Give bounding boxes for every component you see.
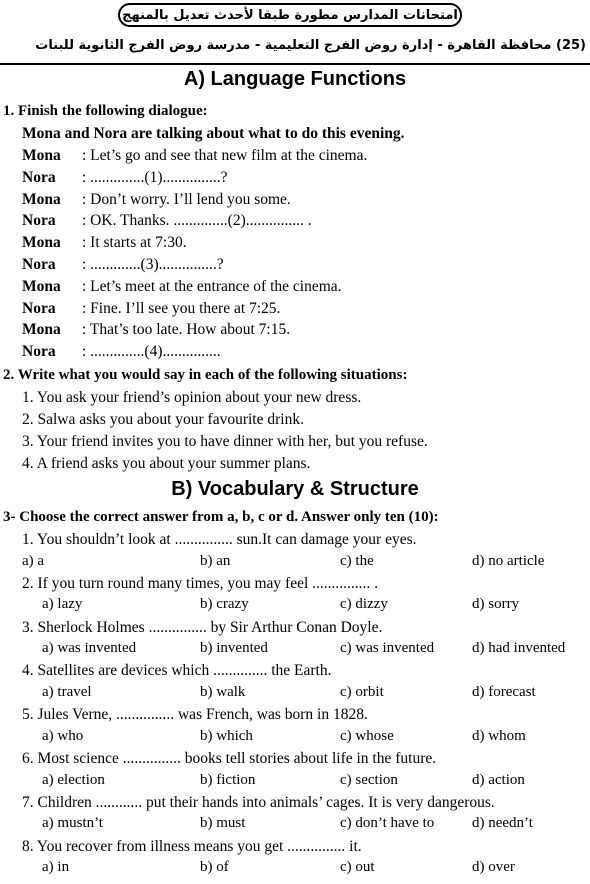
mcq-option-d[interactable]: d) over [472,859,515,876]
mcq-option-d[interactable]: d) needn’t [472,815,533,832]
mcq-question: 3. Sherlock Holmes ............... by Sir Arthur Conan Doyle. [22,618,383,636]
mcq-option-d[interactable]: d) had invented [472,640,566,657]
section-a-title: A) Language Functions [183,68,407,90]
mcq-option-a[interactable]: a) lazy [42,596,83,613]
mcq-option-b[interactable]: b) walk [200,683,246,700]
mcq-question: 4. Satellites are devices which .............. the Earth. [22,662,332,680]
dialogue-line: : .............(3)...............? [82,256,224,273]
mcq-option-a[interactable]: a) travel [42,683,92,700]
dialogue-speaker: Nora [22,168,56,186]
mcq-option-b[interactable]: b) of [200,859,229,876]
dialogue-speaker: Mona [22,321,61,339]
mcq-question: 1. You shouldn’t look at ............... sun.It can damage your eyes. [22,531,417,548]
dialogue-intro: Mona and Nora are talking about what to do this evening. [22,125,405,142]
dialogue-speaker: Mona [22,190,61,208]
mcq-option-b[interactable]: b) must [200,815,246,832]
mcq-option-a[interactable]: a) was invented [42,640,137,657]
mcq-option-c[interactable]: c) dizzy [340,596,388,613]
mcq-option-a[interactable]: a) election [42,771,105,788]
mcq-option-b[interactable]: b) crazy [200,596,249,613]
exam-banner: امتحانات المدارس مطورة طبقا لأحدث تعديل بالمنهج [118,3,462,27]
mcq-question: 2. If you turn round many times, you may feel ............... . [22,574,379,592]
mcq-question: 7. Children ............ put their hands into animals’ cages. It is very dangerous. [22,793,495,811]
mcq-option-a[interactable]: a) who [42,727,84,744]
mcq-option-b[interactable]: b) fiction [200,771,256,788]
situation-item: 4. A friend asks you about your summer plans. [22,455,311,472]
mcq-option-a[interactable]: a) a [22,552,45,569]
dialogue-speaker: Nora [22,299,56,317]
dialogue-speaker: Nora [22,343,56,361]
dialogue-line: : Let’s go and see that new film at the cinema. [82,147,368,164]
q1-heading: 1. Finish the following dialogue: [3,103,208,119]
situation-item: 3. Your friend invites you to have dinner with her, but you refuse. [22,433,428,450]
dialogue-line: : Fine. I’ll see you there at 7:25. [82,299,281,317]
mcq-option-c[interactable]: c) out [340,859,375,876]
mcq-option-b[interactable]: b) which [200,727,253,744]
dialogue-speaker: Mona [22,147,61,164]
dialogue-line: : Don’t worry. I’ll lend you some. [82,190,291,208]
mcq-option-c[interactable]: c) don’t have to [340,815,435,832]
mcq-option-a[interactable]: a) in [42,859,70,876]
dialogue-line: : Let’s meet at the entrance of the cinema. [82,277,342,295]
mcq-option-c[interactable]: c) section [340,771,398,788]
dialogue-speaker: Nora [22,212,56,230]
section-b-title: B) Vocabulary & Structure [171,478,419,500]
mcq-option-d[interactable]: d) sorry [472,596,520,613]
situation-item: 1. You ask your friend’s opinion about your new dress. [22,389,362,406]
dialogue-speaker: Nora [22,256,56,273]
mcq-option-d[interactable]: d) no article [472,552,545,569]
mcq-question: 5. Jules Verne, ............... was French, was born in 1828. [22,706,368,724]
mcq-option-b[interactable]: b) invented [200,640,268,657]
dialogue-speaker: Mona [22,234,61,252]
dialogue-line: : ..............(1)...............? [82,168,228,186]
mcq-option-d[interactable]: d) whom [472,727,526,744]
mcq-option-c[interactable]: c) the [340,552,374,569]
mcq-option-c[interactable]: c) whose [340,727,394,744]
mcq-option-d[interactable]: d) forecast [472,683,536,700]
dialogue-speaker: Mona [22,277,61,295]
mcq-option-c[interactable]: c) orbit [340,683,384,700]
mcq-option-a[interactable]: a) mustn’t [42,815,103,832]
mcq-option-b[interactable]: b) an [200,552,231,569]
dialogue-line: : It starts at 7:30. [82,234,187,252]
school-header: (25) محافظة القاهرة - إدارة روض الفرج التعليمية - مدرسة روض الفرج الثانوية للبنات [35,38,586,53]
dialogue-line: : That’s too late. How about 7:15. [82,321,291,339]
mcq-option-d[interactable]: d) action [472,771,525,788]
dialogue-line: : OK. Thanks. ..............(2)............... . [82,212,312,230]
q3-heading: 3- Choose the correct answer from a, b, c or d. Answer only ten (10): [3,509,439,525]
situation-item: 2. Salwa asks you about your favourite drink. [22,411,304,428]
header-divider [0,63,590,65]
mcq-question: 8. You recover from illness means you get ............... it. [22,837,362,855]
mcq-question: 6. Most science ............... books tell stories about life in the future. [22,750,437,767]
dialogue-line: : ..............(4)............... [82,343,221,361]
q2-heading: 2. Write what you would say in each of the following situations: [3,367,408,383]
mcq-option-c[interactable]: c) was invented [340,640,435,657]
